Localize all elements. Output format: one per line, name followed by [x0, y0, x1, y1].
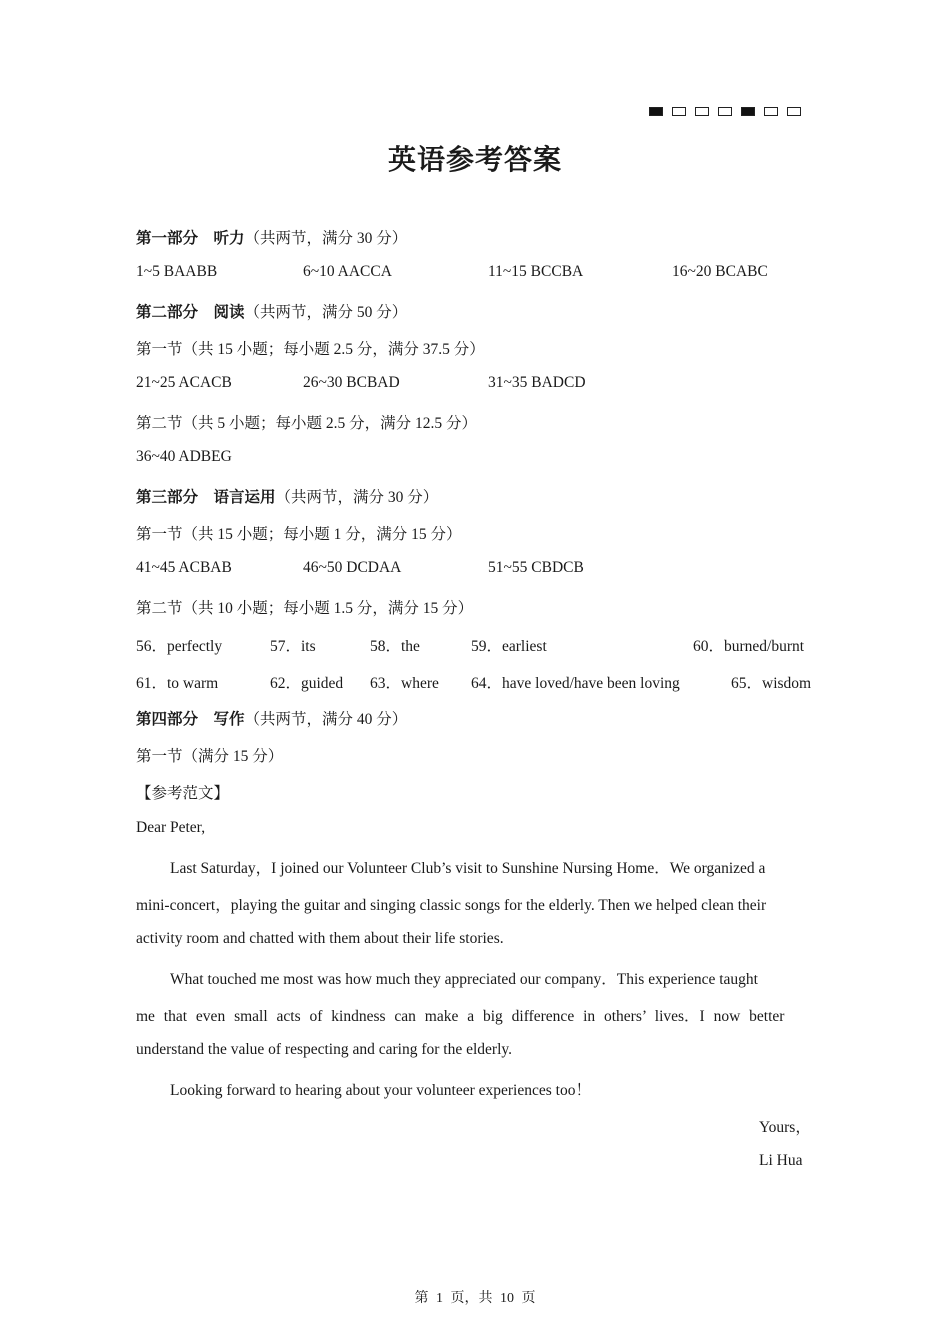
- part2-section2: 第二节（共 5 小题；每小题 2.5 分，满分 12.5 分）: [136, 415, 478, 432]
- answer-group: 46~50 DCDAA: [303, 559, 402, 576]
- part2-note: （共两节，满分 50 分）: [244, 304, 408, 321]
- part4-heading: 第四部分 写作: [136, 711, 245, 728]
- mark-filled: [649, 107, 663, 116]
- letter-line: Looking forward to hearing about your volunteer experiences too！: [170, 1082, 591, 1099]
- letter-signature: Li Hua: [759, 1152, 803, 1169]
- answer-group: 16~20 BCABC: [672, 263, 768, 280]
- letter-greeting: Dear Peter,: [136, 819, 206, 836]
- answer-item: 57．its: [270, 638, 316, 655]
- letter-line: activity room and chatted with them about their life stories.: [136, 930, 504, 947]
- mark-empty: [764, 107, 778, 116]
- part1-heading: 第一部分 听力: [136, 230, 245, 247]
- part4-section1: 第一节（满分 15 分）: [136, 748, 284, 765]
- answer-item: 62．guided: [270, 675, 344, 692]
- part1-heading-line: [136, 226, 407, 248]
- mark-empty: [718, 107, 732, 116]
- letter-line: Last Saturday，I joined our Volunteer Club’s visit to Sunshine Nursing Home．We organized a: [170, 860, 766, 877]
- answer-group: 26~30 BCBAD: [303, 374, 400, 391]
- header-marks: [649, 107, 801, 116]
- letter-line: What touched me most was how much they appreciated our company．This experience taught: [170, 971, 758, 988]
- answer-item: 59．earliest: [471, 638, 547, 655]
- mark-filled: [741, 107, 755, 116]
- answer-item: 56．perfectly: [136, 638, 223, 655]
- answer-group: 31~35 BADCD: [488, 374, 586, 391]
- answer-group: 41~45 ACBAB: [136, 559, 232, 576]
- answer-group: 21~25 ACACB: [136, 374, 232, 391]
- letter-line: me that even small acts of kindness can make a big difference in others’ lives．I now better: [136, 1008, 785, 1025]
- answer-group: 1~5 BAABB: [136, 263, 218, 280]
- letter-line: mini-concert，playing the guitar and singing classic songs for the elderly. Then we helped clean their: [136, 897, 767, 914]
- part4-heading-line: [136, 707, 407, 729]
- part3-note: （共两节，满分 30 分）: [275, 489, 439, 506]
- answer-item: 63．where: [370, 675, 439, 692]
- part3-section2: 第二节（共 10 小题；每小题 1.5 分，满分 15 分）: [136, 600, 474, 617]
- mark-empty: [672, 107, 686, 116]
- page-title: 英语参考答案: [387, 145, 562, 176]
- part1-note: （共两节，满分 30 分）: [244, 230, 408, 247]
- letter-line: understand the value of respecting and caring for the elderly.: [136, 1041, 513, 1058]
- answer-item: 64．have loved/have been loving: [471, 675, 680, 692]
- answer-group: 51~55 CBDCB: [488, 559, 584, 576]
- part2-heading-line: [136, 300, 407, 322]
- answer-item: 58．the: [370, 638, 420, 655]
- part2-section1: 第一节（共 15 小题；每小题 2.5 分，满分 37.5 分）: [136, 341, 485, 358]
- answer-group: 11~15 BCCBA: [488, 263, 584, 280]
- part2-heading: 第二部分 阅读: [136, 304, 245, 321]
- part4-note: （共两节，满分 40 分）: [244, 711, 408, 728]
- mark-empty: [695, 107, 709, 116]
- mark-empty: [787, 107, 801, 116]
- answer-item: 60．burned/burnt: [693, 638, 805, 655]
- answer-item: 65．wisdom: [731, 675, 812, 692]
- letter-closing: Yours，: [759, 1119, 811, 1136]
- part3-section1: 第一节（共 15 小题；每小题 1 分，满分 15 分）: [136, 526, 462, 543]
- part3-heading-line: [136, 485, 438, 507]
- answer-item: 61．to warm: [136, 675, 219, 692]
- answer-group: 36~40 ADBEG: [136, 448, 232, 465]
- sample-label: 【参考范文】: [136, 785, 230, 802]
- page-footer: 第 1 页，共 10 页: [414, 1291, 536, 1306]
- part3-heading: 第三部分 语言运用: [136, 489, 276, 506]
- answer-group: 6~10 AACCA: [303, 263, 392, 280]
